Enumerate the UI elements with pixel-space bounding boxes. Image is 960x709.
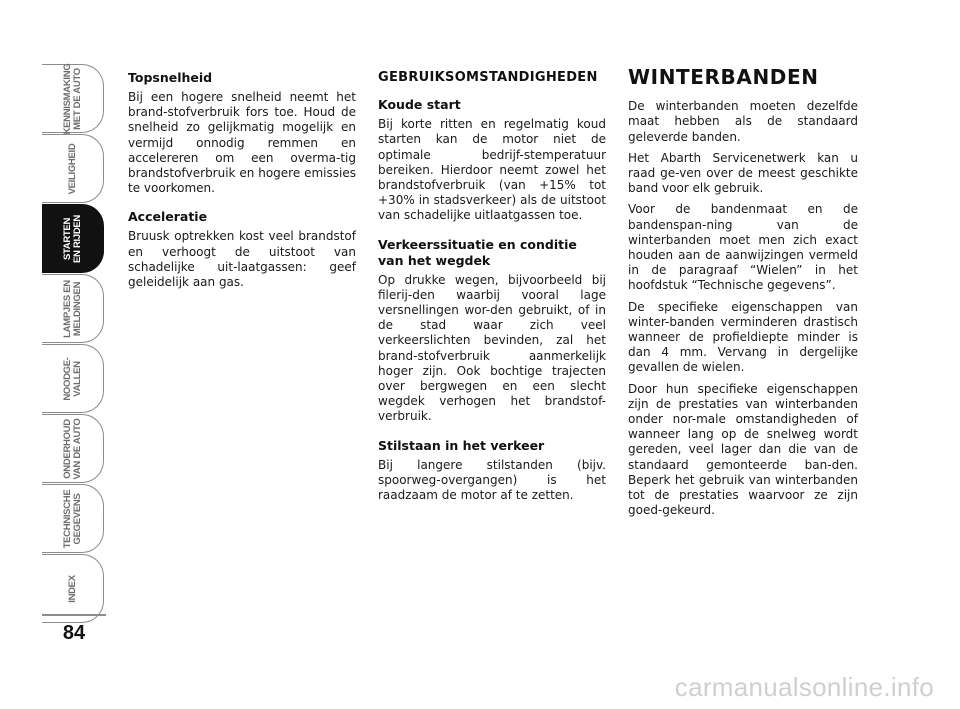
acceleratie-heading: Acceleratie xyxy=(128,209,208,225)
tab-starten-en-rijden[interactable] xyxy=(42,204,104,273)
tab-label: LAMPJES EN MELDINGEN xyxy=(61,279,83,338)
tab-lampjes-en-meldingen[interactable] xyxy=(42,274,104,343)
tab-label: VEILIGHEID xyxy=(66,143,78,194)
tab-veiligheid[interactable] xyxy=(42,134,104,203)
tab-rail-divider xyxy=(42,614,106,616)
stilstaan-paragraph: Bij langere stilstanden (bijv. spoorweg-overgangen) is het raadzaam de motor af te zetten. xyxy=(378,457,606,503)
tab-label: KENNISMAKING MET DE AUTO xyxy=(61,63,83,134)
winterbanden-paragraph-3: Voor de bandenmaat en de bandenspan-ning van de winterbanden moet men zich exact houden aan de aanwijzingen vermeld in de paragraaf “Wielen” in het hoofdstuk “Technische gegevens”. xyxy=(628,202,858,293)
verkeerssituatie-paragraph: Op drukke wegen, bijvoorbeeld bij filerij-den waarbij vooral lage versnellingen wor-den gebruikt, of in de stad waar zich veel verkeerslichten bevinden, zal het brand-stofverbruik aanmerkelijk hoger zijn. Ook bochtige trajecten over bergwegen en een slecht wegdek verhogen het brandstof-verbruik. xyxy=(378,272,606,424)
column-1 xyxy=(128,70,356,296)
winterbanden-title: WINTERBANDEN xyxy=(628,65,819,89)
tab-index[interactable] xyxy=(42,554,104,623)
column-2 xyxy=(378,70,606,509)
watermark: carmanualsonline.info xyxy=(674,672,934,702)
topsnelheid-heading: Topsnelheid xyxy=(128,70,213,85)
winterbanden-paragraph-4: De specifieke eigenschappen van winter-banden verminderen drastisch wanneer de profieldiepte minder is dan 4 mm. Vervang in dergelijke gevallen de wielen. xyxy=(628,299,858,375)
winterbanden-paragraph-5: Door hun specifieke eigenschappen zijn de prestaties van winterbanden onder nor-male omstandigheden of wanneer lang op de snelweg wordt gereden, veel lager dan die van de standaard gemonteerde ban-den. Beperk het gebruik van winterbanden tot de prestaties waarvoor ze zijn goed-gekeurd. xyxy=(628,381,858,518)
chapter-tabs xyxy=(42,64,104,624)
koude-start-heading: Koude start xyxy=(378,97,461,113)
topsnelheid-paragraph: Bij een hogere snelheid neemt het brand-stofverbruik fors toe. Houd de snelheid zo gelijkmatig mogelijk en vermijd onnodig remmen en accelereren om een overma-tig brandstofverbruik en hogere emissies te voorkomen. xyxy=(128,90,356,196)
winterbanden-paragraph-1: De winterbanden moeten dezelfde maat hebben als de standaard geleverde banden. xyxy=(628,99,858,144)
acceleratie-paragraph: Bruusk optrekken kost veel brandstof en verhoogt de uitstoot van schadelijke uit-laatgassen: geef geleidelijk aan gas. xyxy=(128,229,356,290)
tab-onderhoud[interactable] xyxy=(42,414,104,483)
tab-noodgevallen[interactable] xyxy=(42,344,104,413)
tab-technische-gegevens[interactable] xyxy=(42,484,104,553)
verkeerssituatie-heading: Verkeerssituatie en conditie van het wegdek xyxy=(378,236,577,268)
stilstaan-heading: Stilstaan in het verkeer xyxy=(378,437,545,453)
tab-label: INDEX xyxy=(66,574,78,603)
column-3 xyxy=(628,65,858,524)
page-number: 84 xyxy=(62,622,86,644)
tab-kennismaking[interactable] xyxy=(42,64,104,133)
tab-label: TECHNISCHE GEGEVENS xyxy=(61,489,83,548)
tab-label: ONDERHOUD VAN DE AUTO xyxy=(61,418,83,479)
winterbanden-paragraph-2: Het Abarth Servicenetwerk kan u raad ge-ven over de meest geschikte band voor elk gebruik. xyxy=(628,150,858,196)
koude-start-paragraph: Bij korte ritten en regelmatig koud starten kan de motor niet de optimale bedrijf-stemperatuur bereiken. Hierdoor neemt zowel het brandstofverbruik (van +15% tot +30% in stadsverkeer) als de uitstoot van schadelijke uitlaatgassen toe. xyxy=(378,117,606,223)
gebruiksomstandigheden-title: GEBRUIKSOMSTANDIGHEDEN xyxy=(378,70,598,85)
tab-label: STARTEN EN RIJDEN xyxy=(61,214,83,263)
tab-label: NOODGE- VALLEN xyxy=(61,356,83,401)
